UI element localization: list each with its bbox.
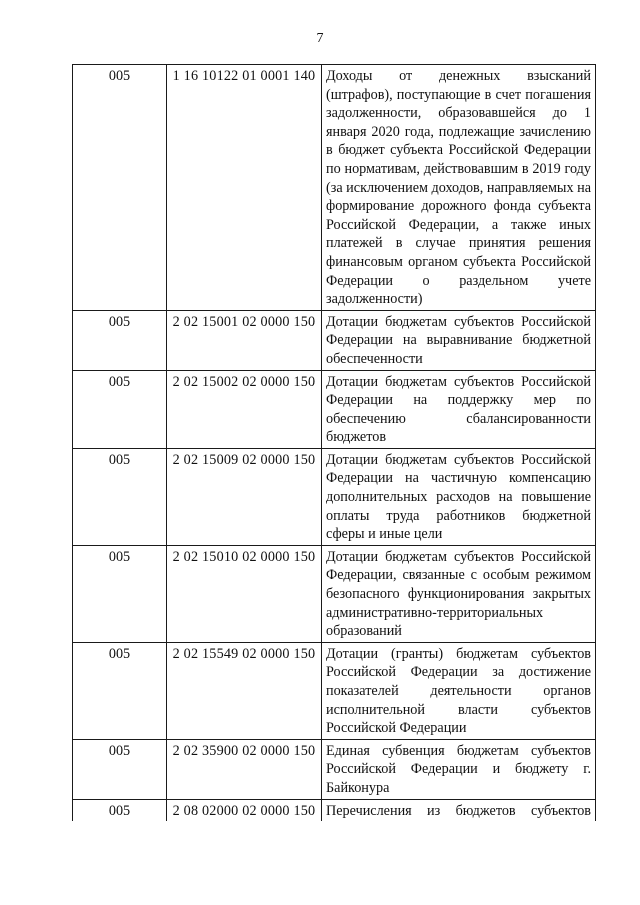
admin-code-cell: 005 <box>73 545 167 642</box>
table-row <box>73 545 596 642</box>
page-number: 7 <box>316 31 324 46</box>
revenue-name-cell: Дотации бюджетам субъектов Российской Федерации на частичную компенсацию дополнительных расходов на повышение оплаты труда работников бюджетной сферы и иные цели <box>322 448 596 545</box>
revenue-name-cell: Единая субвенция бюджетам субъектов Российской Федерации и бюджету г. Байконура <box>322 739 596 799</box>
revenue-name-cell: Дотации бюджетам субъектов Российской Федерации на поддержку мер по обеспечению сбалансированности бюджетов <box>322 370 596 448</box>
revenue-name-cell: Перечисления из бюджетов субъектов <box>322 799 596 821</box>
revenue-name-cell: Доходы от денежных взысканий (штрафов), поступающие в счет погашения задолженности, образовавшейся до 1 января 2020 года, подлежащие зачислению в бюджет субъекта Российской Федерации по нормативам, действовавшим в 2019 году (за исключением доходов, направляемых на формирование дорожного фонда субъекта Российской Федерации, а также иных платежей в случае принятия решения финансовым органом субъекта Российской Федерации о раздельном учете задолженности) <box>322 65 596 311</box>
budget-code-cell: 2 02 15001 02 0000 150 <box>167 310 322 370</box>
table-row <box>73 642 596 739</box>
budget-code-cell: 2 08 02000 02 0000 150 <box>167 799 322 821</box>
budget-code-cell: 2 02 15549 02 0000 150 <box>167 642 322 739</box>
admin-code-cell: 005 <box>73 739 167 799</box>
admin-code-cell: 005 <box>73 65 167 311</box>
table-row <box>73 370 596 448</box>
revenue-name-cell: Дотации бюджетам субъектов Российской Федерации на выравнивание бюджетной обеспеченности <box>322 310 596 370</box>
admin-code-cell: 005 <box>73 799 167 821</box>
budget-code-cell: 2 02 15009 02 0000 150 <box>167 448 322 545</box>
admin-code-cell: 005 <box>73 448 167 545</box>
budget-code-cell: 2 02 15010 02 0000 150 <box>167 545 322 642</box>
budget-code-cell: 2 02 35900 02 0000 150 <box>167 739 322 799</box>
admin-code-cell: 005 <box>73 642 167 739</box>
budget-code-cell: 2 02 15002 02 0000 150 <box>167 370 322 448</box>
revenue-name-cell: Дотации (гранты) бюджетам субъектов Российской Федерации за достижение показателей деятельности органов исполнительной власти субъектов Российской Федерации <box>322 642 596 739</box>
table-row <box>73 799 596 821</box>
table-row <box>73 448 596 545</box>
revenue-name-cell: Дотации бюджетам субъектов Российской Федерации, связанные с особым режимом безопасного функционирования закрытых административно-территориальных образований <box>322 545 596 642</box>
revenue-code-table <box>72 64 596 821</box>
admin-code-cell: 005 <box>73 370 167 448</box>
table-row <box>73 65 596 311</box>
admin-code-cell: 005 <box>73 310 167 370</box>
budget-code-cell: 1 16 10122 01 0001 140 <box>167 65 322 311</box>
table-row <box>73 310 596 370</box>
table-row <box>73 739 596 799</box>
